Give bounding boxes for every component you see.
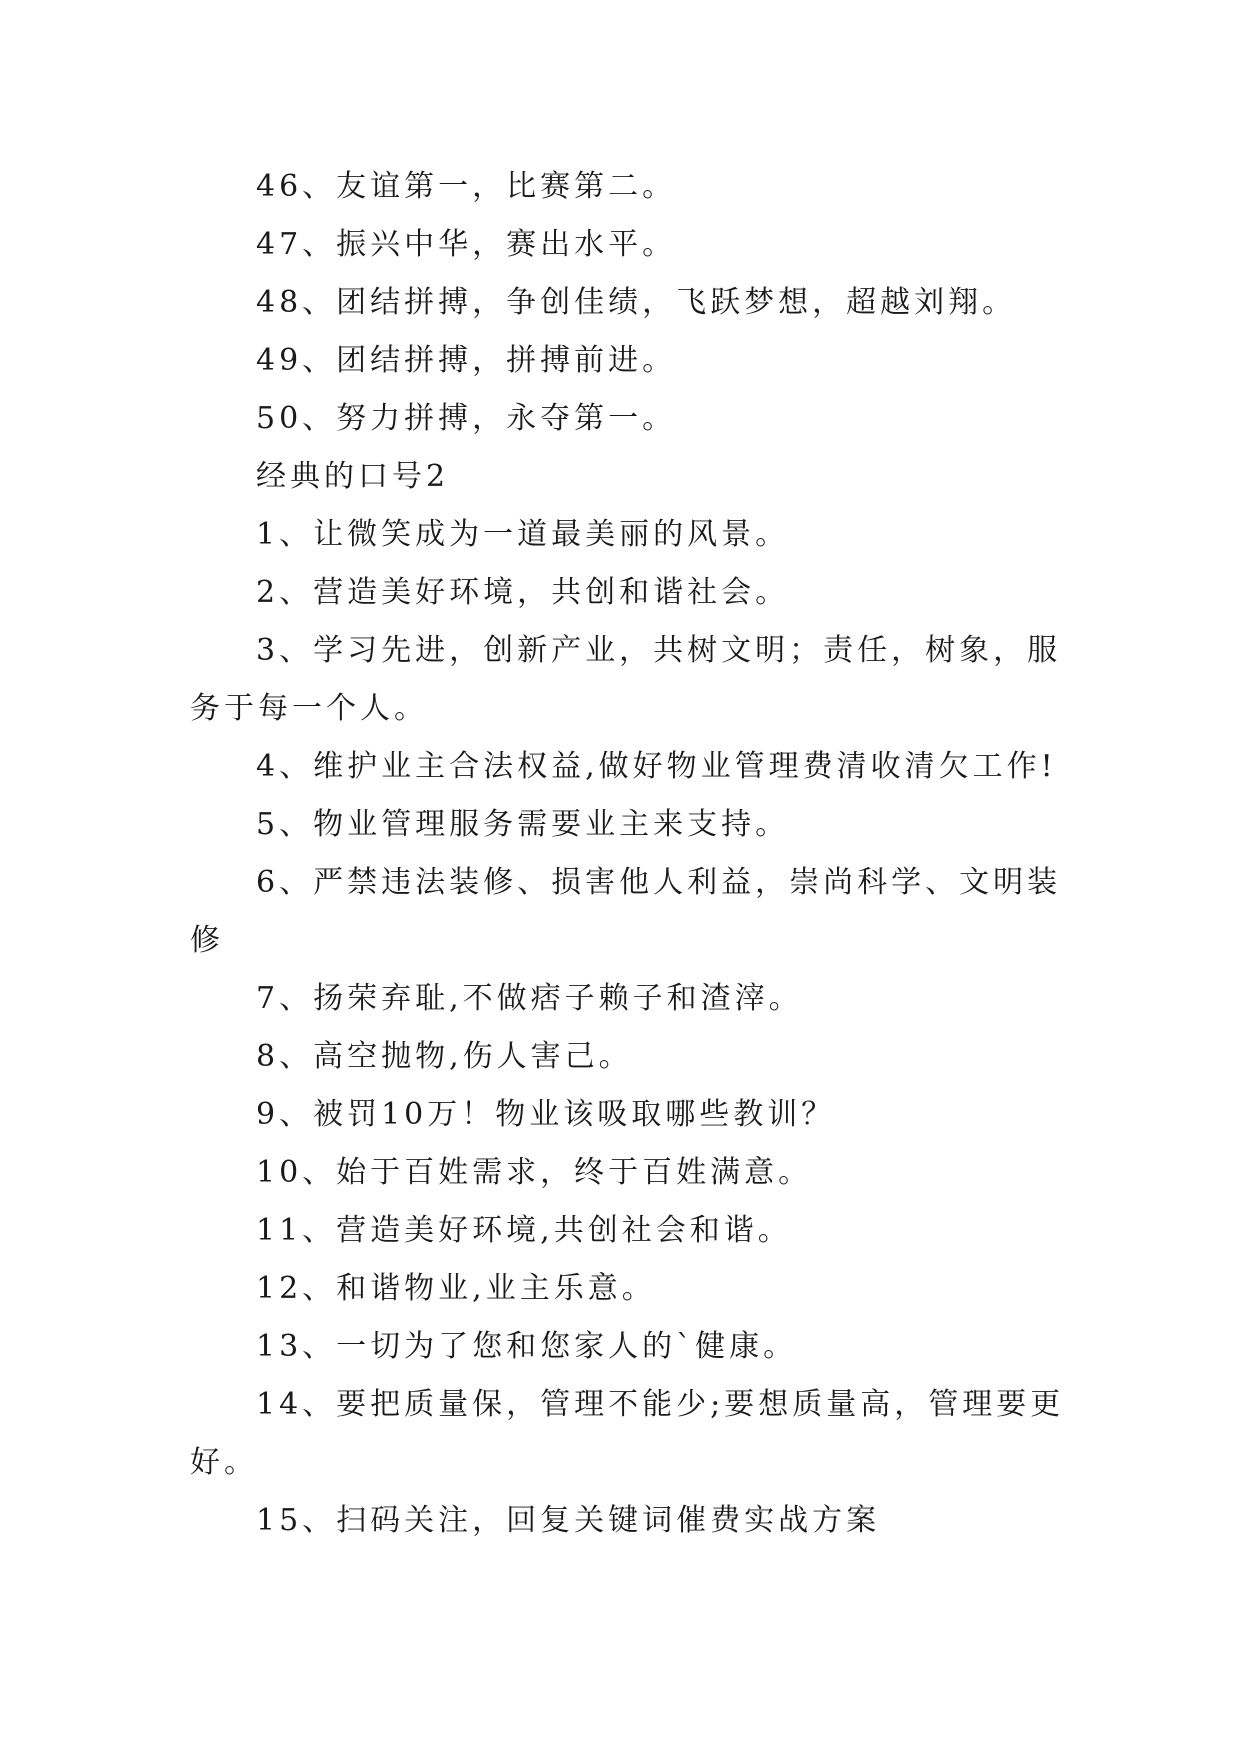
- slogan-line: 8、高空抛物,伤人害己。: [256, 1039, 633, 1074]
- slogan-line: 14、要把质量保，管理不能少;要想质量高，管理要更: [256, 1387, 1065, 1422]
- slogan-line: 5、物业管理服务需要业主来支持。: [256, 807, 790, 842]
- slogan-line: 13、一切为了您和您家人的`健康。: [256, 1329, 798, 1364]
- document-body: [190, 158, 1065, 1550]
- slogan-line: 48、团结拼搏，争创佳绩，飞跃梦想，超越刘翔。: [256, 285, 1017, 320]
- slogan-line: 12、和谐物业,业主乐意。: [256, 1271, 656, 1306]
- slogan-line: 11、营造美好环境,共创社会和谐。: [256, 1213, 792, 1248]
- slogan-line: 4、维护业主合法权益,做好物业管理费清收清欠工作!: [256, 749, 1057, 784]
- slogan-line: 15、扫码关注，回复关键词催费实战方案: [256, 1503, 881, 1538]
- slogan-line: 47、振兴中华，赛出水平。: [256, 227, 677, 262]
- slogan-line: 1、让微笑成为一道最美丽的风景。: [256, 517, 790, 552]
- slogan-line: 46、友谊第一，比赛第二。: [256, 169, 677, 204]
- slogan-line-continuation: 修: [190, 923, 224, 958]
- slogan-line-continuation: 务于每一个人。: [190, 691, 428, 726]
- slogan-line: 3、学习先进，创新产业，共树文明；责任，树象，服: [256, 633, 1062, 668]
- section-heading: 经典的口号2: [256, 459, 450, 494]
- slogan-line: 9、被罚10万！物业该吸取哪些教训？: [256, 1097, 836, 1132]
- slogan-line: 2、营造美好环境，共创和谐社会。: [256, 575, 790, 610]
- slogan-line: 7、扬荣弃耻,不做痞子赖子和渣滓。: [256, 981, 803, 1016]
- slogan-line: 50、努力拼搏，永夺第一。: [256, 401, 677, 436]
- slogan-line-continuation: 好。: [190, 1445, 258, 1480]
- slogan-line: 10、始于百姓需求，终于百姓满意。: [256, 1155, 813, 1190]
- slogan-line: 49、团结拼搏，拼搏前进。: [256, 343, 677, 378]
- slogan-line: 6、严禁违法装修、损害他人利益，崇尚科学、文明装: [256, 865, 1062, 900]
